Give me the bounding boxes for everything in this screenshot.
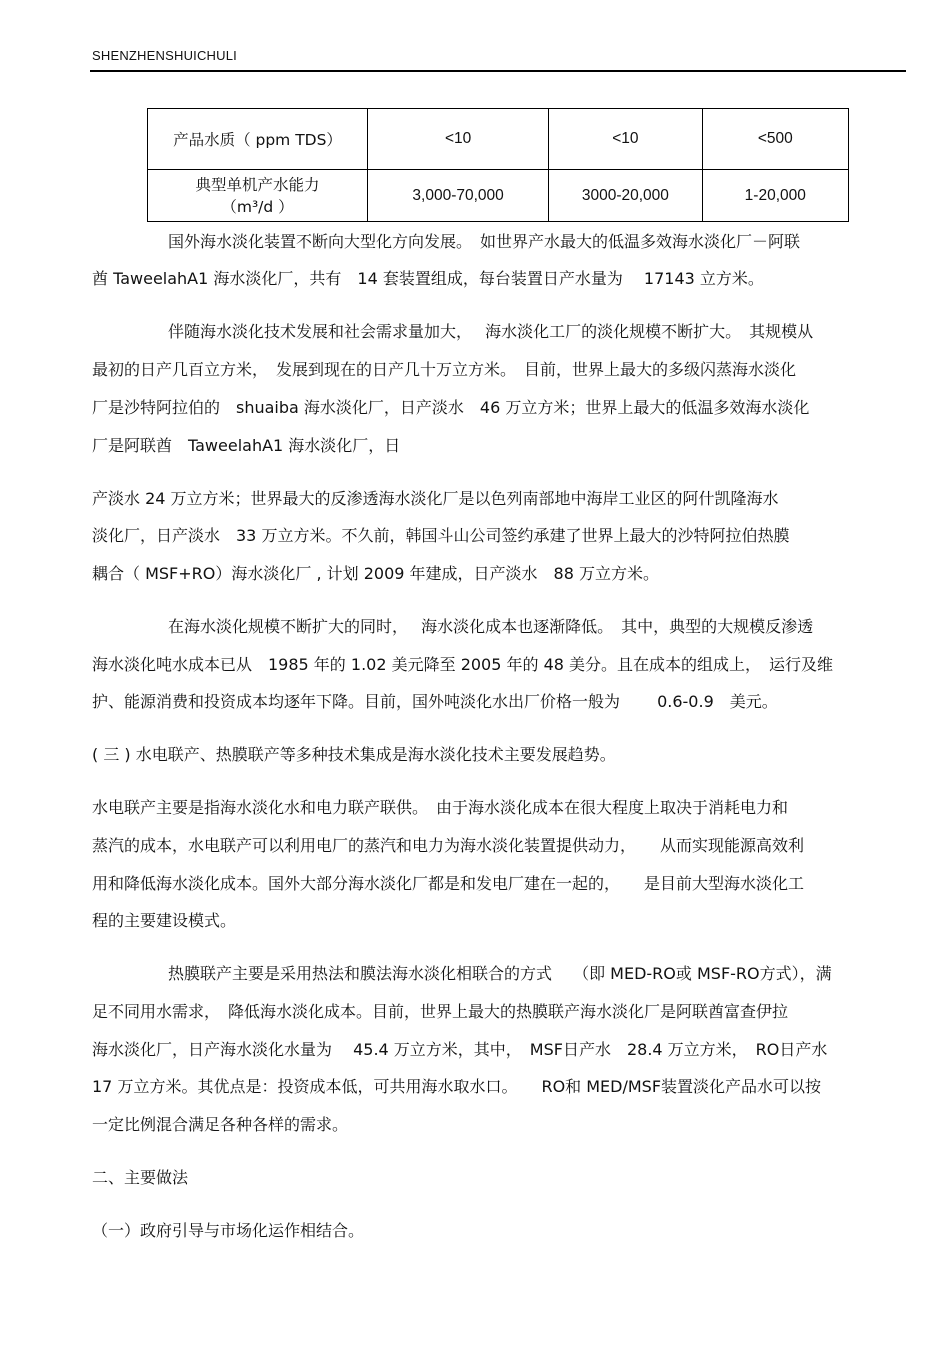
text-line: 厂是阿联酋 TaweelahA1 海水淡化厂，日 xyxy=(92,436,401,455)
table-cell: 1-20,000 xyxy=(702,170,848,222)
text-line: 国外海水淡化装置不断向大型化方向发展。 如世界产水最大的低温多效海水淡化厂－阿联 xyxy=(168,232,801,251)
table-cell: 3000-20,000 xyxy=(549,170,702,222)
text-line: 淡化厂，日产淡水 33 万立方米。不久前，韩国斗山公司签约承建了世界上最大的沙特阿拉伯热膜 xyxy=(92,526,790,545)
section-heading: 二、主要做法 xyxy=(92,1168,189,1187)
section-heading: ( 三 ) 水电联产、热膜联产等多种技术集成是海水淡化技术主要发展趋势。 xyxy=(92,745,616,764)
table-cell: <500 xyxy=(702,109,848,170)
text-line: 最初的日产几百立方米， 发展到现在的日产几十万立方米。 目前，世界上最大的多级闪蒸海水淡化 xyxy=(92,360,797,379)
header-rule xyxy=(90,70,906,72)
table-cell: <10 xyxy=(549,109,702,170)
text-line: 伴随海水淡化技术发展和社会需求量加大， 海水淡化工厂的淡化规模不断扩大。 其规模从 xyxy=(168,322,814,341)
text-line: 足不同用水需求， 降低海水淡化成本。目前，世界上最大的热膜联产海水淡化厂是阿联酋富查伊拉 xyxy=(92,1002,789,1021)
text-line: 程的主要建设模式。 xyxy=(92,911,237,930)
row-label xyxy=(148,170,368,222)
text-line: 17 万立方米。其优点是：投资成本低，可共用海水取水口。 RO和 MED/MSF装置淡化产品水可以按 xyxy=(92,1077,822,1096)
section-heading: （一）政府引导与市场化运作相结合。 xyxy=(92,1221,365,1240)
text-line: 海水淡化厂，日产海水淡化水量为 45.4 万立方米，其中， MSF日产水 28.4 万立方米， RO日产水 xyxy=(92,1040,828,1059)
text-line: 耦合（ MSF+RO）海水淡化厂 , 计划 2009 年建成，日产淡水 88 万立方米。 xyxy=(92,564,659,583)
row-label-line: 典型单机产水能力 xyxy=(195,175,320,194)
spec-table xyxy=(147,108,849,222)
row-label: 产品水质（ ppm TDS） xyxy=(148,109,368,170)
running-header: SHENZHENSHUICHULI xyxy=(92,48,237,63)
text-line: 热膜联产主要是采用热法和膜法海水淡化相联合的方式 （即 MED-RO或 MSF-RO方式），满 xyxy=(168,964,832,983)
text-line: 厂是沙特阿拉伯的 shuaiba 海水淡化厂，日产淡水 46 万立方米；世界上最大的低温多效海水淡化 xyxy=(92,398,810,417)
text-line: 产淡水 24 万立方米；世界最大的反渗透海水淡化厂是以色列南部地中海岸工业区的阿什凯隆海水 xyxy=(92,489,779,508)
text-line: 在海水淡化规模不断扩大的同时， 海水淡化成本也逐渐降低。 其中，典型的大规模反渗透 xyxy=(168,617,814,636)
text-line: 海水淡化吨水成本已从 1985 年的 1.02 美元降至 2005 年的 48 美分。且在成本的组成上， 运行及维 xyxy=(92,655,834,674)
text-line: 护、能源消费和投资成本均逐年下降。目前，国外吨淡化水出厂价格一般为 0.6-0.9 美元。 xyxy=(92,692,778,711)
text-line: 蒸汽的成本，水电联产可以利用电厂的蒸汽和电力为海水淡化装置提供动力， 从而实现能源高效利 xyxy=(92,836,805,855)
table-row xyxy=(148,109,849,170)
table-row xyxy=(148,170,849,222)
text-line: 酋 TaweelahA1 海水淡化厂，共有 14 套装置组成，每台装置日产水量为 17143 立方米。 xyxy=(92,269,764,288)
text-line: 一定比例混合满足各种各样的需求。 xyxy=(92,1115,349,1134)
table-cell: 3,000-70,000 xyxy=(368,170,549,222)
row-label-unit: （m³/d ） xyxy=(221,197,294,216)
text-line: 水电联产主要是指海水淡化水和电力联产联供。 由于海水淡化成本在很大程度上取决于消耗电力和 xyxy=(92,798,789,817)
text-line: 用和降低海水淡化成本。国外大部分海水淡化厂都是和发电厂建在一起的， 是目前大型海水淡化工 xyxy=(92,874,805,893)
table-cell: <10 xyxy=(368,109,549,170)
